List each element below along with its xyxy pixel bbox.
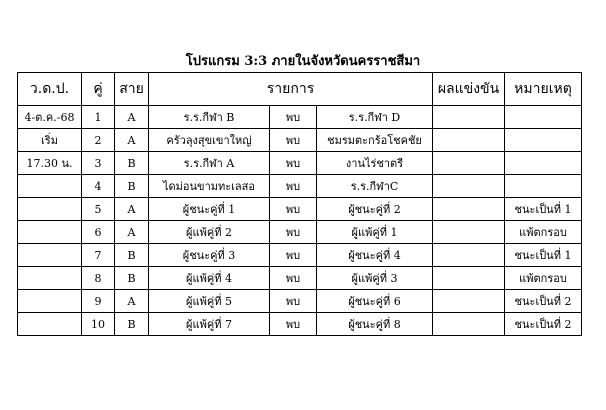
result-cell	[433, 106, 505, 129]
header-note: หมายเหตุ	[505, 73, 582, 106]
team2-cell: ร.ร.กีฬา D	[317, 106, 433, 129]
empty-date-cell	[18, 244, 82, 267]
result-cell	[433, 198, 505, 221]
result-cell	[433, 290, 505, 313]
team2-cell: งานไร่ชาตรี	[317, 152, 433, 175]
team1-cell: ครัวลุงสุขเขาใหญ่	[149, 129, 270, 152]
table-row	[18, 267, 582, 290]
result-cell	[433, 175, 505, 198]
note-cell	[505, 129, 582, 152]
empty-date-cell	[18, 313, 82, 336]
pair-cell: 10	[82, 313, 115, 336]
vs-cell: พบ	[270, 175, 317, 198]
team1-cell: ผู้แพ้คู่ที่ 5	[149, 290, 270, 313]
table-row	[18, 175, 582, 198]
line-cell: B	[115, 244, 149, 267]
note-cell	[505, 175, 582, 198]
header-result: ผลแข่งขัน	[433, 73, 505, 106]
table-row	[18, 152, 582, 175]
header-pair: คู่	[82, 73, 115, 106]
pair-cell: 7	[82, 244, 115, 267]
result-cell	[433, 244, 505, 267]
pair-cell: 9	[82, 290, 115, 313]
table-row	[18, 313, 582, 336]
team2-cell: ผู้แพ้คู่ที่ 1	[317, 221, 433, 244]
team1-cell: ผู้แพ้คู่ที่ 7	[149, 313, 270, 336]
header-date: ว.ด.ป.	[18, 73, 82, 106]
team1-cell: ผู้แพ้คู่ที่ 4	[149, 267, 270, 290]
line-cell: A	[115, 290, 149, 313]
team1-cell: ไดม่อนขามทะเลสอ	[149, 175, 270, 198]
pair-cell: 4	[82, 175, 115, 198]
team1-cell: ร.ร.กีฬา B	[149, 106, 270, 129]
note-cell	[505, 152, 582, 175]
vs-cell: พบ	[270, 267, 317, 290]
note-cell: แพ้ตกรอบ	[505, 221, 582, 244]
note-cell: ชนะเป็นที่ 2	[505, 290, 582, 313]
empty-date-cell	[18, 221, 82, 244]
team2-cell: ผู้ชนะคู่ที่ 2	[317, 198, 433, 221]
team2-cell: ผู้แพ้คู่ที่ 3	[317, 267, 433, 290]
schedule-table	[17, 72, 582, 336]
table-row	[18, 290, 582, 313]
table-row	[18, 106, 582, 129]
pair-cell: 6	[82, 221, 115, 244]
vs-cell: พบ	[270, 129, 317, 152]
line-cell: B	[115, 152, 149, 175]
date-cell: 4-ต.ค.-68	[18, 106, 82, 129]
vs-cell: พบ	[270, 152, 317, 175]
pair-cell: 8	[82, 267, 115, 290]
note-cell: แพ้ตกรอบ	[505, 267, 582, 290]
result-cell	[433, 267, 505, 290]
header-items: รายการ	[149, 73, 433, 106]
team2-cell: ผู้ชนะคู่ที่ 4	[317, 244, 433, 267]
vs-cell: พบ	[270, 290, 317, 313]
vs-cell: พบ	[270, 244, 317, 267]
table-row	[18, 244, 582, 267]
pair-cell: 3	[82, 152, 115, 175]
empty-date-cell	[18, 198, 82, 221]
team1-cell: ร.ร.กีฬา A	[149, 152, 270, 175]
line-cell: B	[115, 313, 149, 336]
result-cell	[433, 129, 505, 152]
line-cell: A	[115, 198, 149, 221]
line-cell: B	[115, 175, 149, 198]
header-line: สาย	[115, 73, 149, 106]
result-cell	[433, 221, 505, 244]
vs-cell: พบ	[270, 198, 317, 221]
pair-cell: 2	[82, 129, 115, 152]
team2-cell: ผู้ชนะคู่ที่ 8	[317, 313, 433, 336]
team2-cell: ชมรมตะกร้อโชคชัย	[317, 129, 433, 152]
date-cell: เริ่ม	[18, 129, 82, 152]
vs-cell: พบ	[270, 221, 317, 244]
empty-date-cell	[18, 175, 82, 198]
result-cell	[433, 152, 505, 175]
team1-cell: ผู้ชนะคู่ที่ 3	[149, 244, 270, 267]
note-cell: ชนะเป็นที่ 1	[505, 244, 582, 267]
line-cell: A	[115, 221, 149, 244]
table-row	[18, 221, 582, 244]
line-cell: B	[115, 267, 149, 290]
note-cell: ชนะเป็นที่ 2	[505, 313, 582, 336]
table-row	[18, 198, 582, 221]
team1-cell: ผู้แพ้คู่ที่ 2	[149, 221, 270, 244]
vs-cell: พบ	[270, 313, 317, 336]
empty-date-cell	[18, 290, 82, 313]
page-title: โปรแกรม 3:3 ภายในจังหวัดนครราชสีมา	[185, 54, 421, 69]
date-cell: 17.30 น.	[18, 152, 82, 175]
line-cell: A	[115, 106, 149, 129]
pair-cell: 1	[82, 106, 115, 129]
team2-cell: ผู้ชนะคู่ที่ 6	[317, 290, 433, 313]
team2-cell: ร.ร.กีฬาC	[317, 175, 433, 198]
table-row	[18, 129, 582, 152]
header-row	[18, 73, 582, 106]
team1-cell: ผู้ชนะคู่ที่ 1	[149, 198, 270, 221]
line-cell: A	[115, 129, 149, 152]
note-cell	[505, 106, 582, 129]
pair-cell: 5	[82, 198, 115, 221]
vs-cell: พบ	[270, 106, 317, 129]
result-cell	[433, 313, 505, 336]
empty-date-cell	[18, 267, 82, 290]
note-cell: ชนะเป็นที่ 1	[505, 198, 582, 221]
